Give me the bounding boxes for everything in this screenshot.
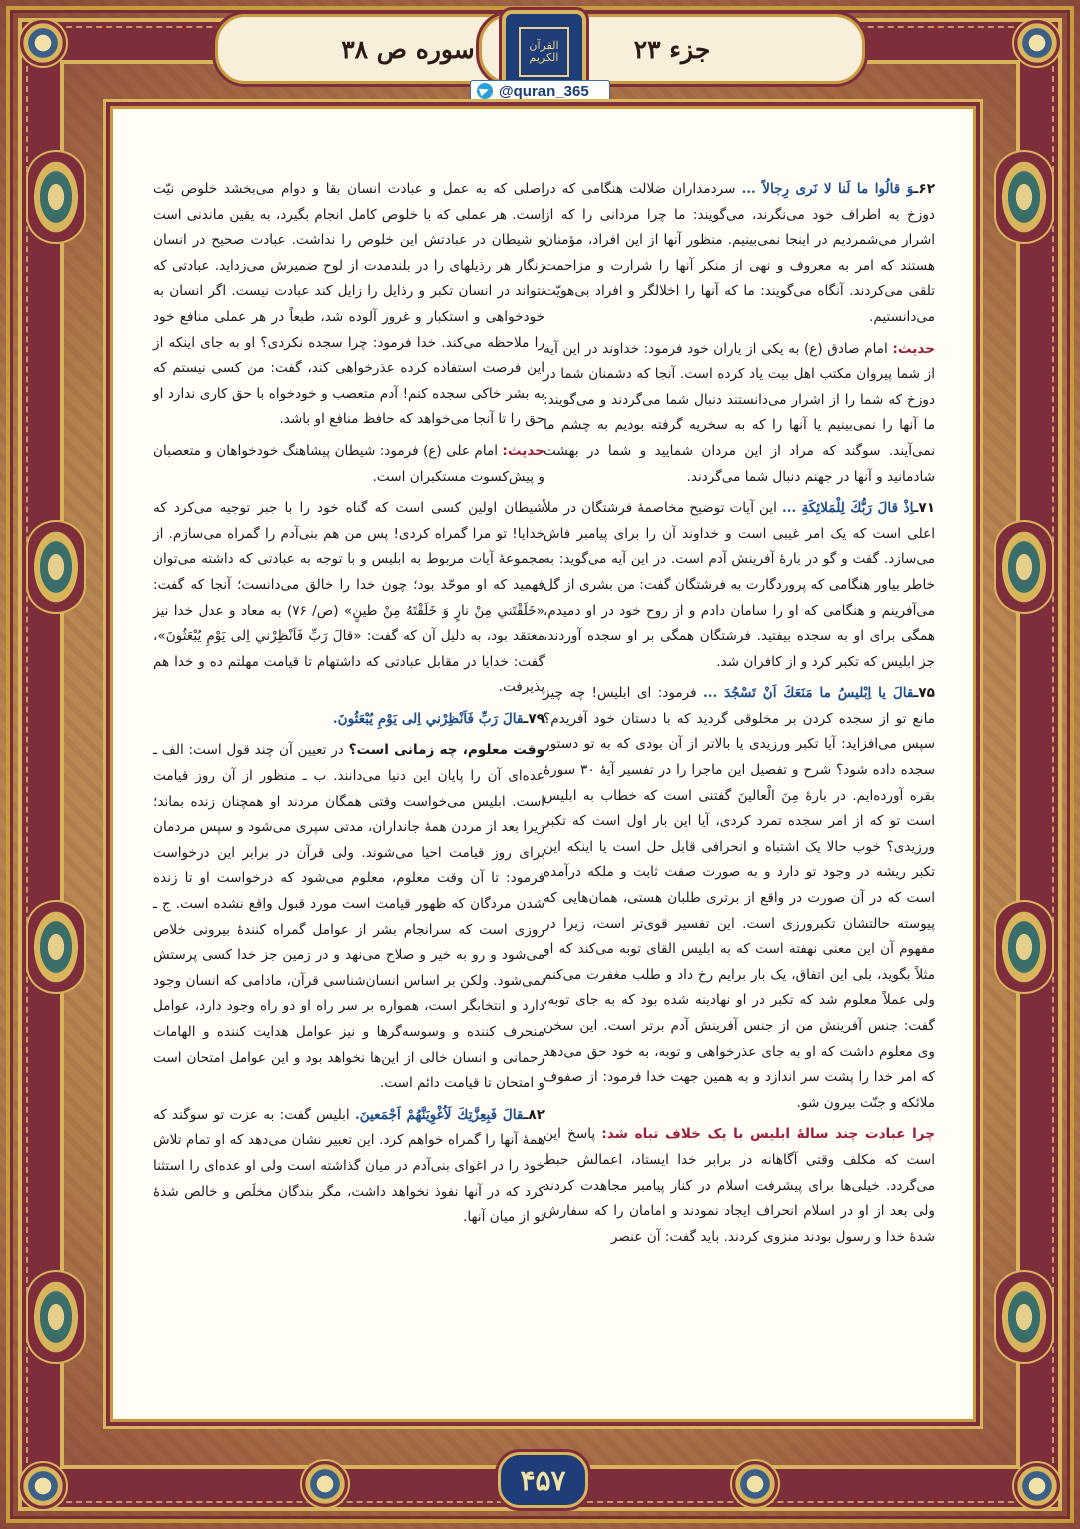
left-column [153,177,545,1237]
paragraph-hadith-1: حدیث: امام صادق (ع) به یکی از یاران خود فرمود: خداوند در این آیه از شما پیروان مکتب اهل بیت یاد کرده است. آنجا که دشمنان شما در دوزخ که شما را از اشرار می‌دانستند دنبال شما می‌گردند و می‌گویند: ما آنها را نمی‌بینیم یا آنها را که به سخریه گرفته بودیم به چشم ما نمی‌آیند. سوگند که مراد از این مردان شمایید و شما در بهشت شادمانید و آنها در جهنم دنبال شما می‌گردند. [543,340,935,485]
left-ornament-2 [26,520,86,614]
bottom-medallion-right [730,1459,780,1509]
paragraph-sincerity: اصلی که به عمل و عبادت انسان بقا و دوام می‌بخشد خلوص نیّت است. هر عملی که با خلوص کامل انجام بگیرد، به یقین ماندنی است و شیطان در عبادتش این خلوص را نداشت. عبادت صحیح در انسان زنگار هر رذیلهای را در بلندمدت از لوح ضمیرش می‌زداید. عبادتی که نتواند در انسان تکبر و رذایل را زایل کند عبادت نیست. اگر انسان به خودخواهی و استکبار و غرور آلوده شد، طبعاً در هر عملی منافع خود را ملاحظه می‌کند. خدا فرمود: چرا سجده نکردی؟ او به جای اینکه از این فرصت استفاده کرده عذرخواهی کند، گفت: من کسی نیستم که به بشر خاکی سجده کنم! آدم متعصب و خودخواه با حق کاری ندارد او حق را تا آنجا می‌خواهد که حافظ منافع او باشد. [153,181,545,428]
paragraph-why-worship: چرا عبادت چند سالهٔ ابلیس با یک خلاف تباه شد: پاسخ این است که مکلف وقتی آگاهانه در برابر خدا ایستاد، اعمالش حبط می‌گردد. خیلی‌ها برای پیشرفت اسلام در کنار پیامبر مجاهدت کردند ولی بعد از او در اسلام انحراف ایجاد نمودند و امامان را که سفارش شدهٔ خدا و رسول بودند منزوی کردند. باید گفت: آن عنصر [543,1126,935,1245]
paragraph-62: ۶۲ـوَ قالُوا ما لَنا لا نَرى‏ رِجالاً ... سردمداران ضلالت هنگامی که در دوزخ به اطراف خود می‌نگرند، می‌گویند: ما چرا مردانی را که از اشرار می‌شمردیم در اینجا نمی‌بینیم. منظور آنها از این افراد، مؤمنان هستند که امر به معروف و نهی از منکر آنها را شرارت و مزاحمت تلقی می‌کردند. آنگاه می‌گویند: ما که آنها را اخلالگر و افراد بی‌هویّت می‌دانستیم. [543,181,935,325]
right-ornament-4 [994,1270,1054,1364]
left-ornament-4 [26,1270,86,1364]
telegram-icon [477,83,493,99]
paragraph-known-time: وقت معلوم، چه زمانی است؟ در تعیین آن چند قول است: الف ـ عده‌ای آن را پایان این دنیا می‌دانند. ب ـ منظور از آن روز قیامت است. ابلیس می‌خواست وقتی همگان مردند او همچنان زنده بماند؛ زیرا بعد از مردن همهٔ جانداران، مدتی سپری می‌شود و سپس مردمان برای روز قیامت احیا می‌شوند. ولی قرآن در برابر این درخواست فرمود: تا آن وقت معلوم، معلوم می‌شود که درخواست او تا زنده شدن مردگان که ظهور قیامت است مورد قبول واقع نشده است. ج ـ روزی است که سرانجام بشر از عوامل گمراه کنندهٔ بیرونی خلاص می‌شود و رو به خیر و صلاح می‌نهد و در زمین جز خدا کسی پرستش نمی‌شود. ولکن بر اساس انسان‌شناسی قرآن، مادامی که انسان وجود دارد و انتخابگر است، همواره بر سر راه او دو راه وجود دارد، عوامل منحرف کننده و وسوسه‌گرها و نیز عوامل هدایت کننده و الهامات رحمانی و انسان خالی از این‌ها نخواهد بود و این عوامل امتحان است و امتحان تا قیامت دائم است. [153,742,545,1092]
paragraph-satan: شیطان اولین کسی است که گناه خود را با جبر توجیه می‌کرد که خدایا! تو مرا گمراه کردی! پس من هم بنی‌آدم را گمراه می‌سازم. از مجموعهٔ آیات مربوط به ابلیس و با توجه به عبادتی که داشته می‌توان فهمید که او موحّد بود؛ چون خدا را خالق می‌دانست؛ آنجا که گفت: «خَلَقْتَني مِنْ نارٍ وَ خَلَقْتَهُ مِنْ طينٍ» (ص/ ۷۶) به معاد و عدل خدا نیز معتقد بود، به دلیل آن که گفت: «قالَ رَبِّ فَاَنْظِرْني اِلى‏ يَوْمِ يُبْعَثُونَ»، گفت: خدایا در مقابل عبادتی که داشتهام تا قیامت مهلتم ده و خدا هم پذیرفت. [153,500,545,696]
channel-handle[interactable] [470,80,610,102]
paragraph-79: ۷۹ـقالَ رَبِّ فَاَنْظِرْني اِلى‏ يَوْمِ يُبْعَثُونَ. [332,710,545,727]
logo-text: القرآن الكريم [519,27,569,77]
corner-medallion-tr [1012,18,1062,68]
page-number-badge [498,1452,588,1508]
page-number: ۴۵۷ [520,1463,566,1497]
surah-title: سوره ص ۳۸ [341,34,475,64]
paragraph-82: ۸۲ـقالَ فَبِعِزَّتِكَ لَاُغْوِيَنَّهُمْ اَجْمَعينَ. ابلیس گفت: به عزت تو سوگند که همهٔ آنها را گمراه خواهم کرد. این تعبیر نشان می‌دهد که او تمام تلاش خود را در اغوای بنی‌آدم در میان گذاشته است ولی او عده‌ای را استثنا کرد که در آنها نفوذ نخواهد داشت، مگر بندگان مخلَص و خالص شدهٔ تو از میان آنها. [153,1106,545,1226]
bottom-medallion-left [300,1459,350,1509]
right-ornament-2 [994,520,1054,614]
right-column [543,177,935,1256]
juz-title: جزء ۲۳ [633,34,711,64]
right-ornament-3 [994,900,1054,994]
paragraph-hadith-2: حدیث: امام علی (ع) فرمود: شیطان پیشاهنگ خودخواهان و متعصبان و پیش‌کسوت مستکبران است. [153,442,545,485]
left-ornament-1 [26,150,86,244]
handle-text: @quran_365 [499,82,589,100]
corner-medallion-bl [18,1461,68,1511]
left-ornament-3 [26,900,86,994]
paragraph-71: ۷۱ـاِذْ قالَ رَبُّكَ لِلْمَلائِكَةِ ... این آیات توضیح مخاصمهٔ فرشتگان در ملأ اعلی است که یک امر غیبی است و خداوند آن را برای پیامبر فاش می‌سازد. گفت و گو در بارهٔ آفرینش آدم است. در این آیه می‌گوید: به خاطر بیاور هنگامی که پروردگارت به فرشتگان گفت: من بشری از گل می‌آفرینم و هنگامی که او را سامان دادم و از روح خود در او دمیدم، همگی برای او به سجده بیفتید. فرشتگان همگی بر او سجده آوردند، جز ابلیس که تکبر کرد و از کافران شد. [543,500,935,670]
corner-medallion-tl [18,18,68,68]
right-ornament-1 [994,150,1054,244]
corner-medallion-br [1012,1461,1062,1511]
paragraph-75: ۷۵ـقالَ يا اِبْليسُ ما مَنَعَكَ اَنْ تَسْجُدَ ... فرمود: ای ابلیس! چه چیز مانع تو از سجده کردن بر مخلوقی گردید که با دستان خود آفریدم؟ سپس می‌افزاید: آیا تکبر ورزیدی یا بالاتر از آن بودی که به تو دستور سجده داده شود؟ شرح و تفصیل این ماجرا را در تفسیر آیهٔ ۳۰ سورهٔ بقره آورده‌ایم. در بارهٔ مِنَ الْعالینَ گفتنی است که خطاب به ابلیس است تو که از امر سجده تمرد کردی، آیا این بار اول است که تکبر ورزیدی؟ خوب حالا یک اشتباه و انحرافی قابل حل است یا اینکه این تکبر ریشه در وجود تو دارد و به صورت صفت ثابت و ملکه درآمده است که در آن صورت در واقع از برتری طلبان هستی، همان‌هایی که پیوسته حالتشان تکبرورزی است. این تفسیر قوی‌تر است، زیرا در مفهوم آن این معنی نهفته است که به ابلیس القای توبه می‌کند که او مثلاً بگوید، بلی این اتفاق، یک بار برایم رخ داد و طلب مغفرت می‌کنم ولی عملاً معلوم شد که تکبر در او نهادینه شده بود که به جای توبه، گفت: جنس آفرینش من از جنس آفرینش آدم برتر است. این سخن وی معلوم داشت که او به جای عذرخواهی و توبه، به خود حق می‌دهد که امر خدا را پشت سر اندازد و به همین جهت خدا فرمود: از صفوف ملائکه و جنّت بیرون شو. [543,685,935,1111]
text-panel [110,106,976,1422]
